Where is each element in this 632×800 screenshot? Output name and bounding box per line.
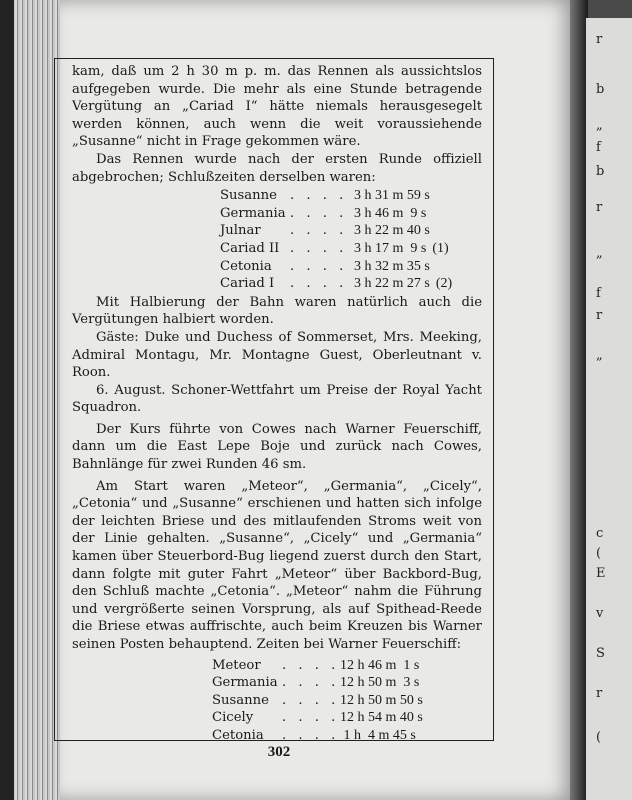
footnote-mark: (2): [435, 276, 453, 292]
facing-page-letter: r: [596, 200, 603, 215]
leader-dots: . . . .: [282, 657, 340, 673]
passing-time: 12 h 50 m 50 s: [340, 692, 423, 708]
facing-page-letter: „: [596, 348, 603, 363]
leader-dots: . . . .: [290, 258, 348, 274]
table-row: [72, 205, 482, 223]
paragraph: Mit Halbierung der Bahn waren natürlich auch die Vergütungen halbiert worden.: [72, 294, 482, 328]
facing-page-letter: „: [596, 246, 603, 261]
warner-times-table: [72, 657, 482, 745]
facing-page-letter: (: [596, 546, 602, 561]
leader-dots: . . . .: [282, 692, 340, 708]
table-row: [72, 657, 482, 675]
yacht-name: Cetonia: [212, 727, 264, 743]
leader-dots: . . . .: [290, 223, 348, 239]
finish-time: 3 h 17 m 9 s: [354, 240, 427, 256]
table-row: [72, 709, 482, 727]
table-row: [72, 727, 482, 745]
facing-page-letter: „: [596, 118, 603, 133]
facing-page-letter: f: [596, 286, 601, 301]
facing-page: [586, 18, 632, 800]
passing-time: 1 h 4 m 45 s: [340, 727, 416, 743]
facing-page-letter: r: [596, 686, 603, 701]
finish-time: 3 h 32 m 35 s: [354, 258, 430, 274]
page-number: 302: [267, 744, 291, 760]
facing-page-letter: r: [596, 32, 603, 47]
paragraph: Gäste: Duke und Duchess of Sommerset, Mrs. Meeking, Admiral Montagu, Mr. Montagne Guest, Oberleutnant v. Roon.: [72, 329, 482, 381]
paragraph: Das Rennen wurde nach der ersten Runde offiziell abgebrochen; Schlußzeiten derselben waren:: [72, 151, 482, 185]
yacht-name: Susanne: [220, 188, 277, 204]
table-row: [72, 187, 482, 205]
table-row: [72, 258, 482, 276]
facing-page-letter: f: [596, 140, 601, 155]
leader-dots: . . . .: [290, 188, 348, 204]
leader-dots: . . . .: [290, 205, 348, 221]
leader-dots: . . . .: [282, 710, 340, 726]
paragraph: kam, daß um 2 h 30 m p. m. das Rennen als aussichtslos aufgegeben wurde. Die mehr als eine Stunde betragende Vergütung an „Cariad I“ hätte niemals herausgesegelt werden können, auch wenn die weit voraussiehende „Susanne“ nicht in Frage gekommen wäre.: [72, 64, 482, 150]
yacht-name: Cariad I: [220, 276, 275, 292]
table-row: [72, 240, 482, 258]
yacht-name: Cicely: [212, 710, 254, 726]
leader-dots: . . . .: [282, 727, 340, 743]
leader-dots: . . . .: [290, 276, 348, 292]
finish-time: 3 h 46 m 9 s: [354, 205, 427, 221]
facing-page-letter: S: [596, 646, 605, 661]
yacht-name: Susanne: [212, 692, 269, 708]
paragraph: 6. August. Schoner-Wettfahrt um Preise der Royal Yacht Squadron.: [72, 382, 482, 416]
passing-time: 12 h 46 m 1 s: [340, 657, 420, 673]
finish-time: 3 h 31 m 59 s: [354, 188, 430, 204]
facing-page-letter: b: [596, 82, 605, 97]
facing-page-letter: (: [596, 730, 602, 745]
facing-page-letter: c: [596, 526, 604, 541]
paragraph: Am Start waren „Meteor“, „Germania“, „Cicely“, „Cetonia“ und „Susanne“ erschienen und hatten sich infolge der leichten Briese und des mitlaufenden Stroms weit von der Linie gehalten. „Susanne“, „Cicely“ und „Germania“ kamen über Steuerbord-Bug liegend zuerst durch den Start, dann folgte mit guter Fahrt „Meteor“ über Backbord-Bug, den Schluß machte „Cetonia“. „Meteor“ nahm die Führung und vergrößerte seinen Vorsprung, als auf Spithead-Reede die Briese etwas auffrischte, auch beim Kreuzen bis Warner seinen Posten behauptend. Zeiten bei Warner Feuerschiff:: [72, 478, 482, 652]
footnote-mark: (1): [432, 240, 449, 256]
yacht-name: Julnar: [220, 223, 261, 239]
facing-page-letter: r: [596, 308, 603, 323]
yacht-name: Germania: [212, 675, 278, 691]
passing-time: 12 h 50 m 3 s: [340, 675, 420, 691]
table-row: [72, 692, 482, 710]
yacht-name: Cetonia: [220, 258, 272, 274]
facing-page-letter: b: [596, 164, 605, 179]
book-edge-shadow: [0, 0, 14, 800]
yacht-name: Germania: [220, 205, 286, 221]
table-row: [72, 275, 482, 293]
final-times-table: [72, 187, 482, 293]
facing-page-letter: E: [596, 566, 606, 581]
table-row: [72, 674, 482, 692]
leader-dots: . . . .: [290, 240, 348, 256]
table-row: [72, 222, 482, 240]
facing-page-letter: v: [596, 606, 604, 621]
yacht-name: Meteor: [212, 657, 261, 673]
passing-time: 12 h 54 m 40 s: [340, 710, 423, 726]
finish-time: 3 h 22 m 40 s: [354, 223, 430, 239]
finish-time: 3 h 22 m 27 s: [354, 276, 430, 292]
page-content: [72, 63, 482, 746]
paragraph: Der Kurs führte von Cowes nach Warner Feuerschiff, dann um die East Lepe Boje und zurück nach Cowes, Bahnlänge für zwei Runden 46 sm.: [72, 421, 482, 473]
leader-dots: . . . .: [282, 675, 340, 691]
yacht-name: Cariad II: [220, 240, 280, 256]
